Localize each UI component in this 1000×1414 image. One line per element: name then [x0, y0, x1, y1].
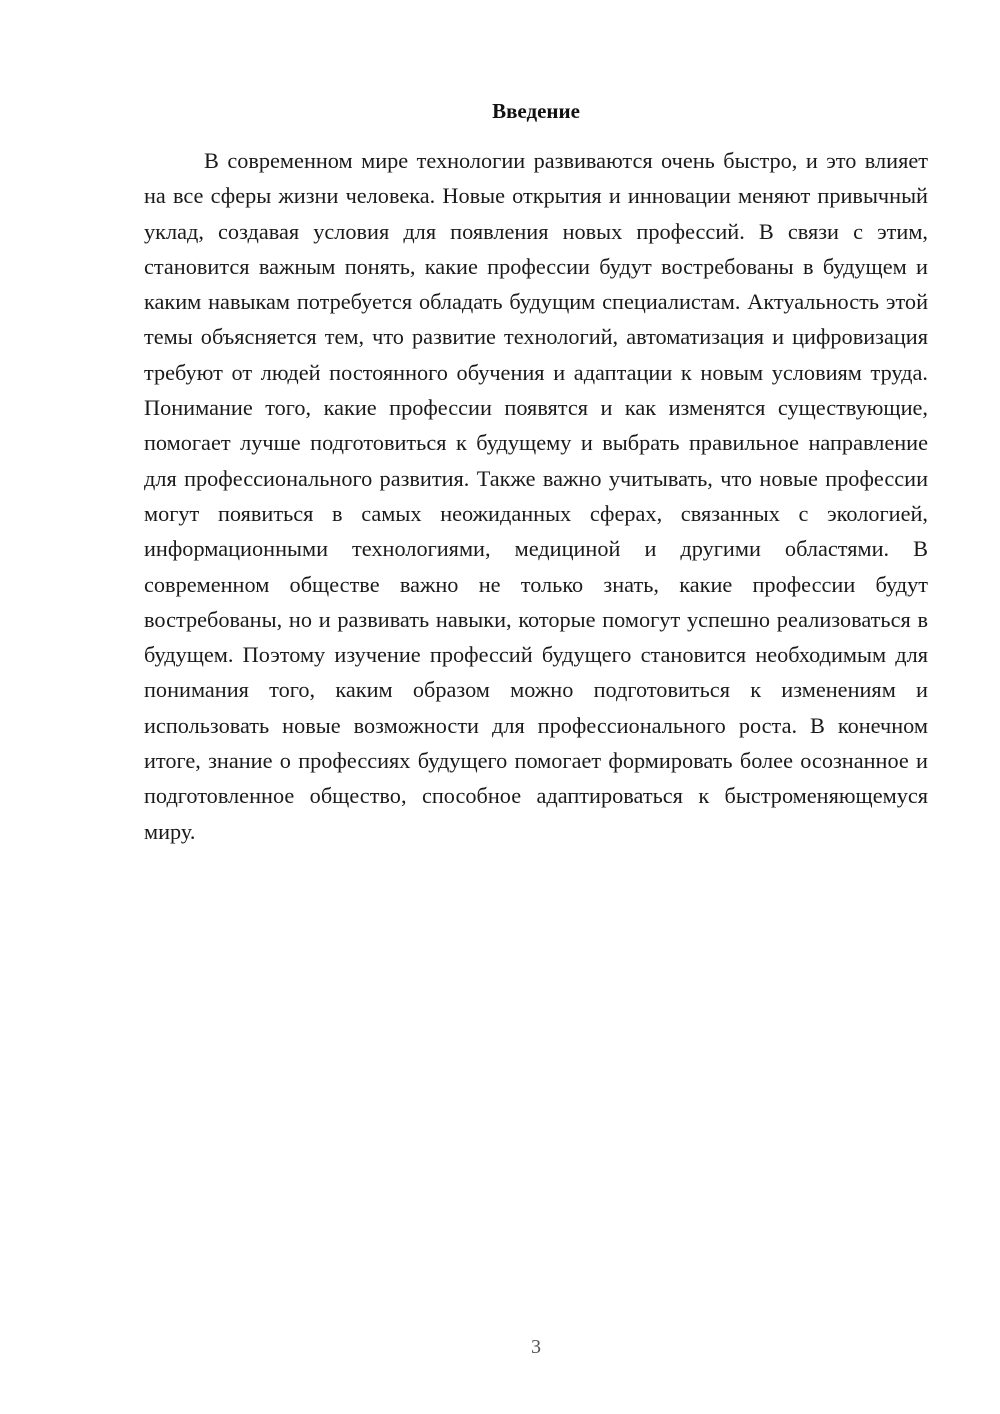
body-paragraph: В современном мире технологии развиваются очень быстро, и это влияет на все сферы жизни человека. Новые открытия и инновации меняют привычный уклад, создавая условия для появления новых профессий. В связи с этим, становится важным понять, какие профессии будут востребованы в будущем и каким навыкам потребуется обладать будущим специалистам. Актуальность этой темы объясняется тем, что развитие технологий, автоматизация и цифровизация требуют от людей постоянного обучения и адаптации к новым условиям труда. Понимание того, какие профессии появятся и как изменятся существующие, помогает лучше подготовиться к будущему и выбрать правильное направление для профессионального развития. Также важно учитывать, что новые профессии могут появиться в самых неожиданных сферах, связанных с экологией, информационными технологиями, медициной и другими областями. В современном обществе важно не только знать, какие профессии будут востребованы, но и развивать навыки, которые помогут успешно реализоваться в будущем. Поэтому изучение профессий будущего становится необходимым для понимания того, каким образом можно подготовиться к изменениям и использовать новые возможности для профессионального роста. В конечном итоге, знание о профессиях будущего помогает формировать более осознанное и подготовленное общество, способное адаптироваться к быстроменяющемуся миру.: [144, 148, 928, 844]
section-title: Введение: [492, 99, 580, 123]
page-number: 3: [531, 1336, 541, 1358]
